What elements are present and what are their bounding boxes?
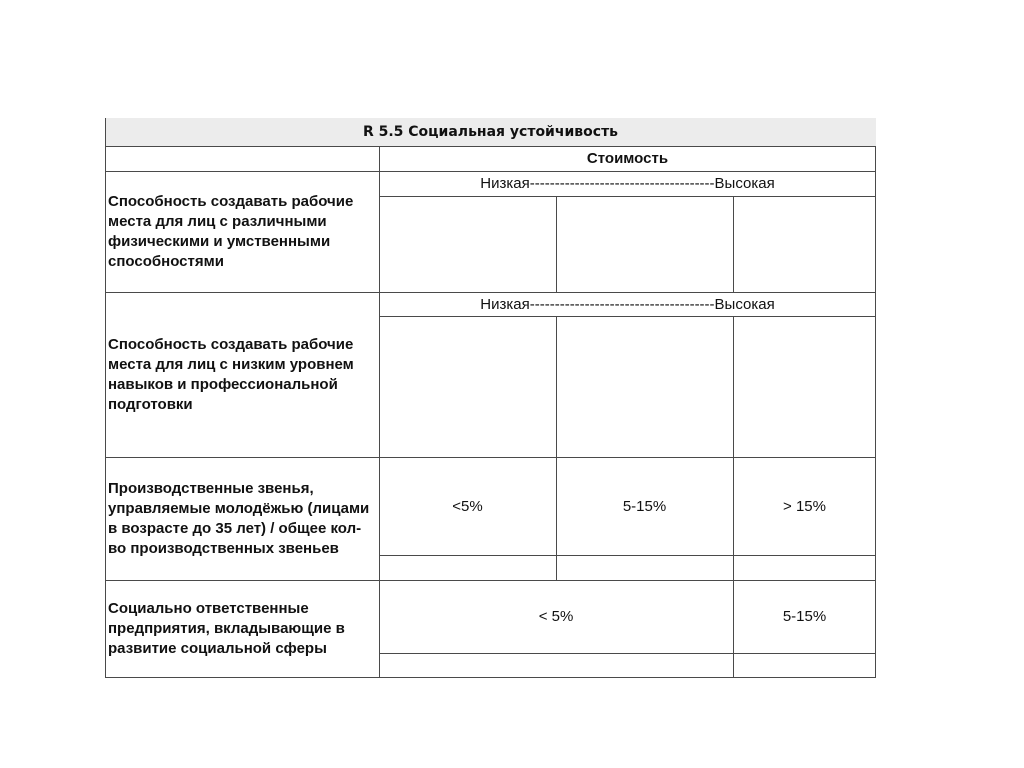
row-label: Способность создавать рабочие места для лиц с различными физическими и умственными способностями [108,192,354,270]
value-cell: > 15% [783,497,826,515]
grid-line [105,677,876,678]
cost-header: Стоимость [586,150,669,167]
value-cell: <5% [452,497,483,515]
grid-line [556,196,557,292]
cost-scale: Низкая-------------------------------------Высокая [480,295,775,313]
grid-line [379,196,876,197]
value-cell: 5-15% [622,497,667,515]
grid-line [733,196,734,292]
grid-line [379,555,876,556]
row-label: Производственные звенья, управляемые молодёжью (лицами в возрасте до 35 лет) / общее кол-во производственных звеньев [108,479,370,557]
table-title: R 5.5 Социальная устойчивость [362,124,619,140]
value-cell: 5-15% [782,608,827,625]
grid-line [379,653,876,654]
sustainability-table [105,118,876,678]
row-label: Социально ответственные предприятия, вкладывающие в развитие социальной сферы [108,599,345,657]
row-label: Способность создавать рабочие места для лиц с низким уровнем навыков и профессиональной подготовки [108,335,354,413]
grid-line [379,316,876,317]
cost-scale: Низкая-------------------------------------Высокая [480,175,775,192]
value-cell: < 5% [538,608,574,625]
